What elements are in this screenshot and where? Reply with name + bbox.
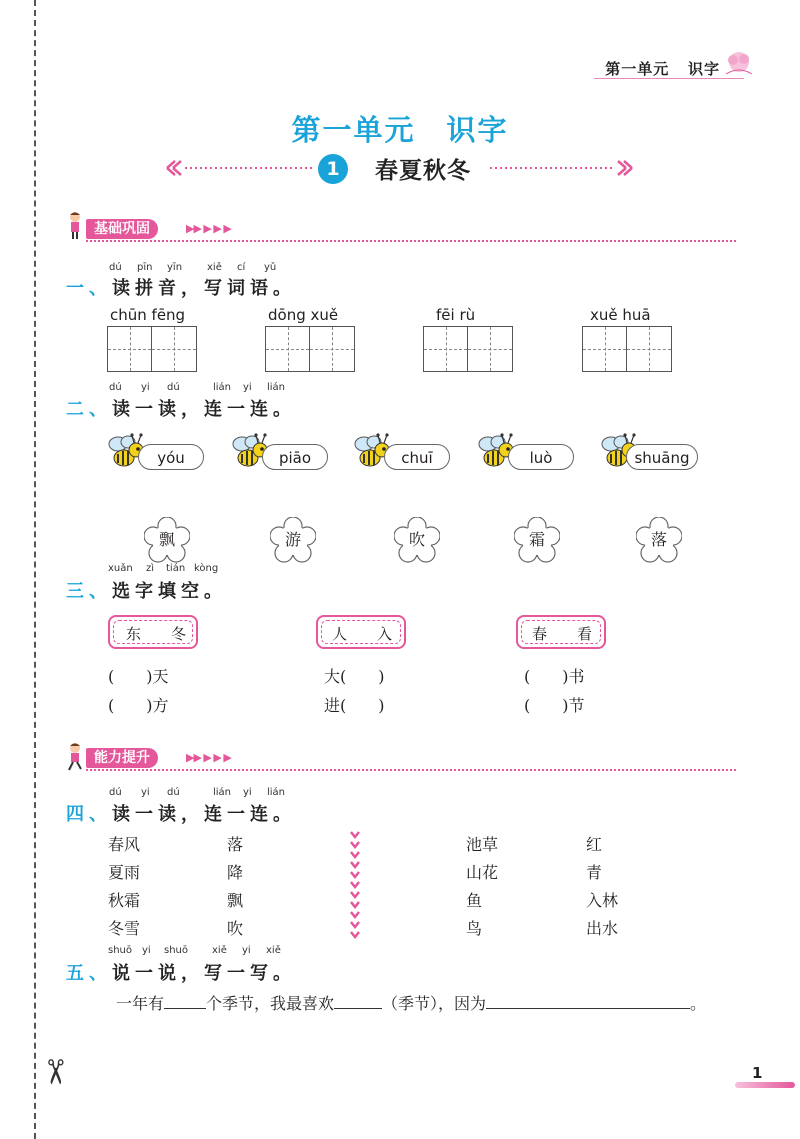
q2-text: 读一读，连一连。 <box>112 399 296 420</box>
q1-word-1-pinyin: chūn fēng <box>110 306 186 324</box>
q5-blank-reason[interactable] <box>486 992 690 1009</box>
q4-right-match-3[interactable]: 入林 <box>586 891 619 910</box>
q3-options-2: 人 入 <box>332 625 393 643</box>
q5-text-3: （季节），因为 <box>382 994 487 1013</box>
q4-text: 读一读，连一连。 <box>112 804 296 825</box>
q5-heading <box>66 959 296 985</box>
header-unit: 第一单元 <box>605 60 670 78</box>
q3-fill-3a[interactable]: ( )书 <box>524 667 585 686</box>
q4-left-word-1[interactable]: 春风 <box>108 835 141 854</box>
q4-right-match-4[interactable]: 出水 <box>586 919 619 938</box>
q4-left-verb-4[interactable]: 吹 <box>227 919 244 938</box>
bee-pinyin-2[interactable]: piāo <box>262 444 328 470</box>
q4-left-word-4[interactable]: 冬雪 <box>108 919 141 938</box>
q3-options-box-3 <box>516 615 606 649</box>
q4-left-word-2[interactable]: 夏雨 <box>108 863 141 882</box>
q5-text-1: 一年有 <box>116 994 165 1013</box>
flower-decoration-icon <box>722 50 756 78</box>
header-topic: 识字 <box>687 60 720 78</box>
q4-right-word-1[interactable]: 池草 <box>466 835 499 854</box>
q3-fill-1b[interactable]: ( )方 <box>108 696 169 715</box>
flower-char-5[interactable]: 落 <box>650 530 667 549</box>
girl-icon <box>64 210 86 240</box>
page-number-bar <box>735 1082 795 1088</box>
section-divider <box>86 769 736 771</box>
q1-word-3-pinyin: fēi rù <box>436 306 476 324</box>
q5-text: 说一说，写一写。 <box>112 963 296 984</box>
q5-number: 五、 <box>66 963 112 984</box>
title-decoration-left <box>165 159 315 177</box>
q1-writing-grid-4[interactable] <box>582 326 672 372</box>
column-divider <box>348 830 362 942</box>
q3-options-box-1 <box>108 615 198 649</box>
bee-pinyin-4[interactable]: luò <box>508 444 574 470</box>
scissors-icon: ✂ <box>34 1057 75 1087</box>
q1-heading <box>66 274 296 300</box>
page-title: 第一单元 识字 <box>291 113 509 147</box>
header-underline <box>594 78 744 79</box>
flower-char-4[interactable]: 霜 <box>528 530 545 549</box>
q3-fill-2b[interactable]: 进( ) <box>324 696 385 715</box>
q3-options-1: 东 冬 <box>126 625 187 643</box>
q5-text-4: 。 <box>690 994 707 1013</box>
q3-fill-3b[interactable]: ( )节 <box>524 696 585 715</box>
q4-left-verb-3[interactable]: 飘 <box>227 891 244 910</box>
flower-char-3[interactable]: 吹 <box>408 530 425 549</box>
q3-number: 三、 <box>66 581 112 602</box>
banner-arrows: ▶▶ ▶ ▶ ▶ <box>186 751 231 764</box>
page-number: 1 <box>752 1064 763 1082</box>
q1-number: 一、 <box>66 278 112 299</box>
section-banner-basic: 基础巩固 <box>86 219 158 239</box>
bee-pinyin-5[interactable]: shuāng <box>626 444 698 470</box>
title-decoration-right <box>490 159 635 177</box>
q1-writing-grid-1[interactable] <box>107 326 197 372</box>
q3-fill-1a[interactable]: ( )天 <box>108 667 169 686</box>
lesson-title: 春夏秋冬 <box>375 158 471 184</box>
q4-left-verb-2[interactable]: 降 <box>227 863 244 882</box>
q1-writing-grid-3[interactable] <box>423 326 513 372</box>
q3-text: 选字填空。 <box>112 581 227 602</box>
section-banner-advanced: 能力提升 <box>86 748 158 768</box>
q1-word-4-pinyin: xuě huā <box>590 306 651 324</box>
q4-right-word-4[interactable]: 鸟 <box>466 919 483 938</box>
cut-line <box>34 0 36 1139</box>
bee-pinyin-3[interactable]: chuī <box>384 444 450 470</box>
q5-blank-season[interactable] <box>334 992 382 1009</box>
q1-word-2-pinyin: dōng xuě <box>268 306 339 324</box>
q5-blank-count[interactable] <box>164 992 206 1009</box>
q2-number: 二、 <box>66 399 112 420</box>
bee-pinyin-1[interactable]: yóu <box>138 444 204 470</box>
section-divider <box>86 240 736 242</box>
q4-right-word-2[interactable]: 山花 <box>466 863 499 882</box>
q4-right-match-2[interactable]: 青 <box>586 863 603 882</box>
q4-right-match-1[interactable]: 红 <box>586 835 603 854</box>
q3-options-3: 春 看 <box>532 625 593 643</box>
q3-heading <box>66 577 227 603</box>
q4-right-word-3[interactable]: 鱼 <box>466 891 483 910</box>
q3-fill-2a[interactable]: 大( ) <box>324 667 385 686</box>
q1-text: 读拼音，写词语。 <box>112 278 296 299</box>
banner-arrows: ▶▶ ▶ ▶ ▶ <box>186 222 231 235</box>
q4-left-verb-1[interactable]: 落 <box>227 835 244 854</box>
lesson-number-badge: 1 <box>318 154 348 184</box>
flower-char-1[interactable]: 飘 <box>158 530 175 549</box>
q4-left-word-3[interactable]: 秋霜 <box>108 891 141 910</box>
q3-options-box-2 <box>316 615 406 649</box>
q5-sentence <box>116 991 706 1014</box>
q2-heading <box>66 395 296 421</box>
unit-header <box>605 58 720 79</box>
q5-text-2: 个季节，我最喜欢 <box>206 994 335 1013</box>
q4-number: 四、 <box>66 804 112 825</box>
girl-running-icon <box>64 741 86 771</box>
q1-writing-grid-2[interactable] <box>265 326 355 372</box>
q4-heading <box>66 800 296 826</box>
flower-char-2[interactable]: 游 <box>284 530 301 549</box>
